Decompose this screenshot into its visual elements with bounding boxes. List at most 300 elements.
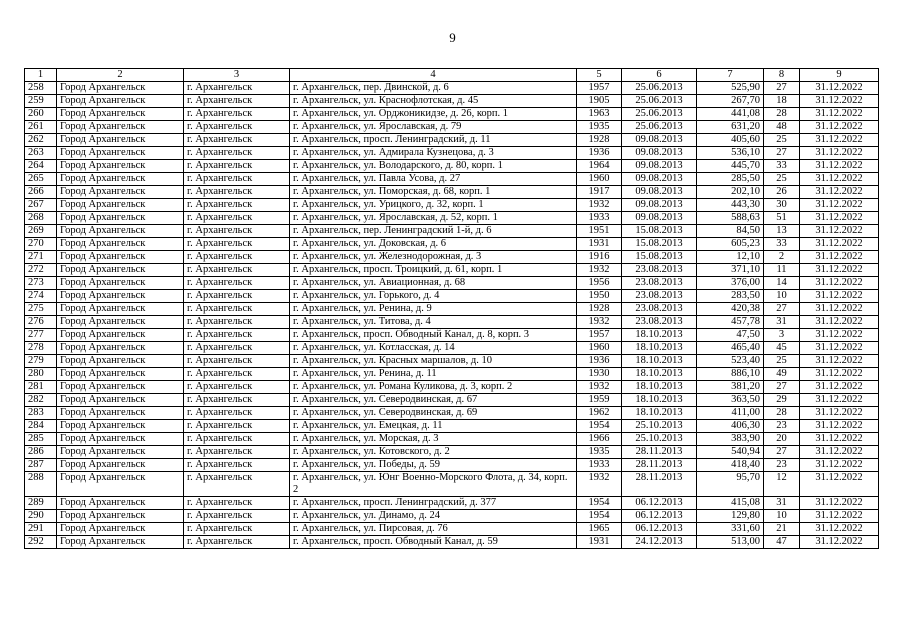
planned-date-cell: 31.12.2022 [800, 497, 879, 510]
row-number-cell: 273 [25, 277, 57, 290]
address-cell: г. Архангельск, ул. Горького, д. 4 [290, 290, 577, 303]
planned-date-cell: 31.12.2022 [800, 510, 879, 523]
area-cell: 605,23 [697, 238, 764, 251]
row-number-cell: 282 [25, 394, 57, 407]
area-cell: 441,08 [697, 108, 764, 121]
column-number: 9 [800, 69, 879, 82]
address-cell: г. Архангельск, ул. Краснофлотская, д. 45 [290, 95, 577, 108]
area-cell: 588,63 [697, 212, 764, 225]
municipality-cell: Город Архангельск [57, 523, 184, 536]
planned-date-cell: 31.12.2022 [800, 303, 879, 316]
row-number-cell: 281 [25, 381, 57, 394]
address-cell: г. Архангельск, ул. Пирсовая, д. 76 [290, 523, 577, 536]
municipality-cell: Город Архангельск [57, 225, 184, 238]
address-cell: г. Архангельск, ул. Юнг Военно-Морского Флота, д. 34, корп. 2 [290, 472, 577, 497]
inclusion-date-cell: 09.08.2013 [622, 212, 697, 225]
municipality-cell: Город Архангельск [57, 303, 184, 316]
area-cell: 443,30 [697, 199, 764, 212]
area-cell: 371,10 [697, 264, 764, 277]
year-built-cell: 1916 [577, 251, 622, 264]
area-cell: 513,00 [697, 536, 764, 549]
residents-cell: 29 [764, 394, 800, 407]
year-built-cell: 1928 [577, 134, 622, 147]
year-built-cell: 1905 [577, 95, 622, 108]
planned-date-cell: 31.12.2022 [800, 199, 879, 212]
settlement-cell: г. Архангельск [184, 523, 290, 536]
area-cell: 415,08 [697, 497, 764, 510]
area-cell: 129,80 [697, 510, 764, 523]
address-cell: г. Архангельск, ул. Авиационная, д. 68 [290, 277, 577, 290]
inclusion-date-cell: 18.10.2013 [622, 329, 697, 342]
residents-cell: 47 [764, 536, 800, 549]
residents-cell: 31 [764, 316, 800, 329]
settlement-cell: г. Архангельск [184, 134, 290, 147]
address-cell: г. Архангельск, ул. Ренина, д. 11 [290, 368, 577, 381]
planned-date-cell: 31.12.2022 [800, 186, 879, 199]
inclusion-date-cell: 09.08.2013 [622, 134, 697, 147]
table-row [25, 199, 879, 212]
municipality-cell: Город Архангельск [57, 95, 184, 108]
row-number-cell: 278 [25, 342, 57, 355]
area-cell: 95,70 [697, 472, 764, 497]
planned-date-cell: 31.12.2022 [800, 173, 879, 186]
table-row [25, 355, 879, 368]
inclusion-date-cell: 28.11.2013 [622, 472, 697, 497]
planned-date-cell: 31.12.2022 [800, 212, 879, 225]
planned-date-cell: 31.12.2022 [800, 472, 879, 497]
row-number-cell: 262 [25, 134, 57, 147]
municipality-cell: Город Архангельск [57, 173, 184, 186]
address-cell: г. Архангельск, ул. Ярославская, д. 52, корп. 1 [290, 212, 577, 225]
year-built-cell: 1960 [577, 173, 622, 186]
table-row [25, 173, 879, 186]
residents-cell: 31 [764, 497, 800, 510]
settlement-cell: г. Архангельск [184, 238, 290, 251]
settlement-cell: г. Архангельск [184, 394, 290, 407]
residents-cell: 27 [764, 381, 800, 394]
table-row [25, 277, 879, 290]
year-built-cell: 1951 [577, 225, 622, 238]
settlement-cell: г. Архангельск [184, 82, 290, 95]
row-number-cell: 283 [25, 407, 57, 420]
year-built-cell: 1932 [577, 472, 622, 497]
address-cell: г. Архангельск, просп. Обводный Канал, д. 8, корп. 3 [290, 329, 577, 342]
settlement-cell: г. Архангельск [184, 459, 290, 472]
settlement-cell: г. Архангельск [184, 433, 290, 446]
table-row [25, 446, 879, 459]
area-cell: 631,20 [697, 121, 764, 134]
residents-cell: 21 [764, 523, 800, 536]
municipality-cell: Город Архангельск [57, 264, 184, 277]
year-built-cell: 1932 [577, 199, 622, 212]
table-row [25, 147, 879, 160]
row-number-cell: 288 [25, 472, 57, 497]
settlement-cell: г. Архангельск [184, 108, 290, 121]
area-cell: 523,40 [697, 355, 764, 368]
planned-date-cell: 31.12.2022 [800, 160, 879, 173]
municipality-cell: Город Архангельск [57, 238, 184, 251]
row-number-cell: 269 [25, 225, 57, 238]
residents-cell: 51 [764, 212, 800, 225]
municipality-cell: Город Архангельск [57, 277, 184, 290]
column-number: 6 [622, 69, 697, 82]
year-built-cell: 1950 [577, 290, 622, 303]
residents-cell: 23 [764, 459, 800, 472]
planned-date-cell: 31.12.2022 [800, 523, 879, 536]
municipality-cell: Город Архангельск [57, 199, 184, 212]
planned-date-cell: 31.12.2022 [800, 433, 879, 446]
inclusion-date-cell: 23.08.2013 [622, 277, 697, 290]
settlement-cell: г. Архангельск [184, 212, 290, 225]
inclusion-date-cell: 18.10.2013 [622, 381, 697, 394]
row-number-cell: 261 [25, 121, 57, 134]
address-cell: г. Архангельск, ул. Ярославская, д. 79 [290, 121, 577, 134]
settlement-cell: г. Архангельск [184, 277, 290, 290]
row-number-cell: 263 [25, 147, 57, 160]
inclusion-date-cell: 18.10.2013 [622, 368, 697, 381]
area-cell: 267,70 [697, 95, 764, 108]
table-row [25, 368, 879, 381]
planned-date-cell: 31.12.2022 [800, 329, 879, 342]
settlement-cell: г. Архангельск [184, 536, 290, 549]
table-row [25, 160, 879, 173]
residents-cell: 30 [764, 199, 800, 212]
row-number-cell: 291 [25, 523, 57, 536]
year-built-cell: 1966 [577, 433, 622, 446]
table-body [25, 69, 879, 549]
residents-cell: 49 [764, 368, 800, 381]
year-built-cell: 1954 [577, 420, 622, 433]
area-cell: 886,10 [697, 368, 764, 381]
municipality-cell: Город Архангельск [57, 121, 184, 134]
residents-cell: 10 [764, 290, 800, 303]
residents-cell: 25 [764, 355, 800, 368]
settlement-cell: г. Архангельск [184, 510, 290, 523]
inclusion-date-cell: 15.08.2013 [622, 238, 697, 251]
inclusion-date-cell: 24.12.2013 [622, 536, 697, 549]
inclusion-date-cell: 25.06.2013 [622, 121, 697, 134]
municipality-cell: Город Архангельск [57, 459, 184, 472]
residents-cell: 2 [764, 251, 800, 264]
year-built-cell: 1956 [577, 277, 622, 290]
inclusion-date-cell: 09.08.2013 [622, 147, 697, 160]
planned-date-cell: 31.12.2022 [800, 536, 879, 549]
table-row [25, 238, 879, 251]
inclusion-date-cell: 18.10.2013 [622, 407, 697, 420]
settlement-cell: г. Архангельск [184, 199, 290, 212]
area-cell: 376,00 [697, 277, 764, 290]
planned-date-cell: 31.12.2022 [800, 225, 879, 238]
table-row [25, 381, 879, 394]
planned-date-cell: 31.12.2022 [800, 290, 879, 303]
residents-cell: 11 [764, 264, 800, 277]
column-number: 4 [290, 69, 577, 82]
residents-cell: 33 [764, 160, 800, 173]
area-cell: 363,50 [697, 394, 764, 407]
inclusion-date-cell: 18.10.2013 [622, 394, 697, 407]
row-number-cell: 280 [25, 368, 57, 381]
year-built-cell: 1933 [577, 459, 622, 472]
municipality-cell: Город Архангельск [57, 394, 184, 407]
municipality-cell: Город Архангельск [57, 342, 184, 355]
area-cell: 406,30 [697, 420, 764, 433]
table-row [25, 472, 879, 497]
planned-date-cell: 31.12.2022 [800, 82, 879, 95]
planned-date-cell: 31.12.2022 [800, 355, 879, 368]
municipality-cell: Город Архангельск [57, 510, 184, 523]
row-number-cell: 275 [25, 303, 57, 316]
inclusion-date-cell: 06.12.2013 [622, 523, 697, 536]
year-built-cell: 1965 [577, 523, 622, 536]
table-row [25, 251, 879, 264]
inclusion-date-cell: 18.10.2013 [622, 355, 697, 368]
year-built-cell: 1957 [577, 82, 622, 95]
column-number: 2 [57, 69, 184, 82]
address-cell: г. Архангельск, ул. Северодвинская, д. 67 [290, 394, 577, 407]
address-cell: г. Архангельск, просп. Обводный Канал, д. 59 [290, 536, 577, 549]
municipality-cell: Город Архангельск [57, 212, 184, 225]
address-cell: г. Архангельск, ул. Северодвинская, д. 69 [290, 407, 577, 420]
residents-cell: 10 [764, 510, 800, 523]
inclusion-date-cell: 09.08.2013 [622, 160, 697, 173]
residents-cell: 27 [764, 82, 800, 95]
row-number-cell: 266 [25, 186, 57, 199]
inclusion-date-cell: 25.10.2013 [622, 420, 697, 433]
column-number: 8 [764, 69, 800, 82]
row-number-cell: 276 [25, 316, 57, 329]
year-built-cell: 1957 [577, 329, 622, 342]
residents-cell: 25 [764, 134, 800, 147]
row-number-cell: 277 [25, 329, 57, 342]
settlement-cell: г. Архангельск [184, 342, 290, 355]
inclusion-date-cell: 06.12.2013 [622, 497, 697, 510]
row-number-cell: 268 [25, 212, 57, 225]
area-cell: 457,78 [697, 316, 764, 329]
column-number: 3 [184, 69, 290, 82]
planned-date-cell: 31.12.2022 [800, 121, 879, 134]
row-number-cell: 289 [25, 497, 57, 510]
residents-cell: 27 [764, 147, 800, 160]
year-built-cell: 1933 [577, 212, 622, 225]
address-cell: г. Архангельск, ул. Железнодорожная, д. 3 [290, 251, 577, 264]
address-cell: г. Архангельск, ул. Красных маршалов, д. 10 [290, 355, 577, 368]
inclusion-date-cell: 25.06.2013 [622, 108, 697, 121]
residents-cell: 28 [764, 407, 800, 420]
settlement-cell: г. Архангельск [184, 472, 290, 497]
table-row [25, 134, 879, 147]
planned-date-cell: 31.12.2022 [800, 381, 879, 394]
municipality-cell: Город Архангельск [57, 420, 184, 433]
settlement-cell: г. Архангельск [184, 316, 290, 329]
table-row [25, 510, 879, 523]
inclusion-date-cell: 09.08.2013 [622, 186, 697, 199]
row-number-cell: 267 [25, 199, 57, 212]
municipality-cell: Город Архангельск [57, 536, 184, 549]
residents-cell: 27 [764, 303, 800, 316]
page-number: 9 [449, 30, 456, 45]
municipality-cell: Город Архангельск [57, 407, 184, 420]
year-built-cell: 1932 [577, 316, 622, 329]
row-number-cell: 272 [25, 264, 57, 277]
inclusion-date-cell: 28.11.2013 [622, 459, 697, 472]
settlement-cell: г. Архангельск [184, 225, 290, 238]
area-cell: 525,90 [697, 82, 764, 95]
year-built-cell: 1928 [577, 303, 622, 316]
housing-registry-table [24, 68, 879, 549]
settlement-cell: г. Архангельск [184, 251, 290, 264]
address-cell: г. Архангельск, ул. Орджоникидзе, д. 26, корп. 1 [290, 108, 577, 121]
settlement-cell: г. Архангельск [184, 160, 290, 173]
inclusion-date-cell: 15.08.2013 [622, 251, 697, 264]
row-number-cell: 284 [25, 420, 57, 433]
area-cell: 465,40 [697, 342, 764, 355]
address-cell: г. Архангельск, ул. Морская, д. 3 [290, 433, 577, 446]
inclusion-date-cell: 09.08.2013 [622, 199, 697, 212]
planned-date-cell: 31.12.2022 [800, 316, 879, 329]
row-number-cell: 258 [25, 82, 57, 95]
area-cell: 47,50 [697, 329, 764, 342]
residents-cell: 23 [764, 420, 800, 433]
inclusion-date-cell: 15.08.2013 [622, 225, 697, 238]
area-cell: 411,00 [697, 407, 764, 420]
inclusion-date-cell: 18.10.2013 [622, 342, 697, 355]
area-cell: 536,10 [697, 147, 764, 160]
residents-cell: 14 [764, 277, 800, 290]
inclusion-date-cell: 23.08.2013 [622, 290, 697, 303]
municipality-cell: Город Архангельск [57, 108, 184, 121]
planned-date-cell: 31.12.2022 [800, 342, 879, 355]
settlement-cell: г. Архангельск [184, 290, 290, 303]
settlement-cell: г. Архангельск [184, 329, 290, 342]
column-number: 5 [577, 69, 622, 82]
table-row [25, 523, 879, 536]
settlement-cell: г. Архангельск [184, 121, 290, 134]
area-cell: 202,10 [697, 186, 764, 199]
municipality-cell: Город Архангельск [57, 329, 184, 342]
table-row [25, 433, 879, 446]
residents-cell: 3 [764, 329, 800, 342]
area-cell: 420,38 [697, 303, 764, 316]
residents-cell: 48 [764, 121, 800, 134]
row-number-cell: 264 [25, 160, 57, 173]
inclusion-date-cell: 09.08.2013 [622, 173, 697, 186]
row-number-cell: 292 [25, 536, 57, 549]
settlement-cell: г. Архангельск [184, 368, 290, 381]
settlement-cell: г. Архангельск [184, 355, 290, 368]
settlement-cell: г. Архангельск [184, 147, 290, 160]
row-number-cell: 270 [25, 238, 57, 251]
year-built-cell: 1954 [577, 497, 622, 510]
table-row [25, 186, 879, 199]
address-cell: г. Архангельск, ул. Романа Куликова, д. 3, корп. 2 [290, 381, 577, 394]
address-cell: г. Архангельск, ул. Ренина, д. 9 [290, 303, 577, 316]
planned-date-cell: 31.12.2022 [800, 147, 879, 160]
municipality-cell: Город Архангельск [57, 497, 184, 510]
municipality-cell: Город Архангельск [57, 381, 184, 394]
planned-date-cell: 31.12.2022 [800, 108, 879, 121]
residents-cell: 18 [764, 95, 800, 108]
residents-cell: 12 [764, 472, 800, 497]
residents-cell: 26 [764, 186, 800, 199]
row-number-cell: 265 [25, 173, 57, 186]
table-row [25, 225, 879, 238]
planned-date-cell: 31.12.2022 [800, 251, 879, 264]
row-number-cell: 279 [25, 355, 57, 368]
year-built-cell: 1935 [577, 121, 622, 134]
municipality-cell: Город Архангельск [57, 147, 184, 160]
year-built-cell: 1936 [577, 355, 622, 368]
residents-cell: 13 [764, 225, 800, 238]
planned-date-cell: 31.12.2022 [800, 95, 879, 108]
municipality-cell: Город Архангельск [57, 472, 184, 497]
table-row [25, 497, 879, 510]
residents-cell: 25 [764, 173, 800, 186]
settlement-cell: г. Архангельск [184, 264, 290, 277]
year-built-cell: 1935 [577, 446, 622, 459]
settlement-cell: г. Архангельск [184, 186, 290, 199]
year-built-cell: 1931 [577, 536, 622, 549]
table-row [25, 536, 879, 549]
table-row [25, 82, 879, 95]
year-built-cell: 1962 [577, 407, 622, 420]
address-cell: г. Архангельск, ул. Володарского, д. 80, корп. 1 [290, 160, 577, 173]
municipality-cell: Город Архангельск [57, 290, 184, 303]
area-cell: 540,94 [697, 446, 764, 459]
year-built-cell: 1936 [577, 147, 622, 160]
year-built-cell: 1964 [577, 160, 622, 173]
inclusion-date-cell: 25.10.2013 [622, 433, 697, 446]
address-cell: г. Архангельск, ул. Доковская, д. 6 [290, 238, 577, 251]
settlement-cell: г. Архангельск [184, 497, 290, 510]
year-built-cell: 1931 [577, 238, 622, 251]
year-built-cell: 1960 [577, 342, 622, 355]
table-row [25, 329, 879, 342]
settlement-cell: г. Архангельск [184, 420, 290, 433]
residents-cell: 27 [764, 446, 800, 459]
address-cell: г. Архангельск, ул. Котласская, д. 14 [290, 342, 577, 355]
area-cell: 381,20 [697, 381, 764, 394]
planned-date-cell: 31.12.2022 [800, 446, 879, 459]
area-cell: 383,90 [697, 433, 764, 446]
settlement-cell: г. Архангельск [184, 381, 290, 394]
address-cell: г. Архангельск, ул. Титова, д. 4 [290, 316, 577, 329]
year-built-cell: 1959 [577, 394, 622, 407]
address-cell: г. Архангельск, ул. Котовского, д. 2 [290, 446, 577, 459]
area-cell: 418,40 [697, 459, 764, 472]
table-row [25, 290, 879, 303]
year-built-cell: 1932 [577, 264, 622, 277]
area-cell: 285,50 [697, 173, 764, 186]
row-number-cell: 290 [25, 510, 57, 523]
planned-date-cell: 31.12.2022 [800, 407, 879, 420]
residents-cell: 33 [764, 238, 800, 251]
address-cell: г. Архангельск, пер. Ленинградский 1-й, д. 6 [290, 225, 577, 238]
address-cell: г. Архангельск, просп. Троицкий, д. 61, корп. 1 [290, 264, 577, 277]
address-cell: г. Архангельск, ул. Победы, д. 59 [290, 459, 577, 472]
table-row [25, 303, 879, 316]
area-cell: 445,70 [697, 160, 764, 173]
address-cell: г. Архангельск, ул. Динамо, д. 24 [290, 510, 577, 523]
planned-date-cell: 31.12.2022 [800, 420, 879, 433]
municipality-cell: Город Архангельск [57, 134, 184, 147]
municipality-cell: Город Архангельск [57, 82, 184, 95]
column-number-row [25, 69, 879, 82]
planned-date-cell: 31.12.2022 [800, 238, 879, 251]
planned-date-cell: 31.12.2022 [800, 368, 879, 381]
row-number-cell: 274 [25, 290, 57, 303]
municipality-cell: Город Архангельск [57, 251, 184, 264]
residents-cell: 28 [764, 108, 800, 121]
